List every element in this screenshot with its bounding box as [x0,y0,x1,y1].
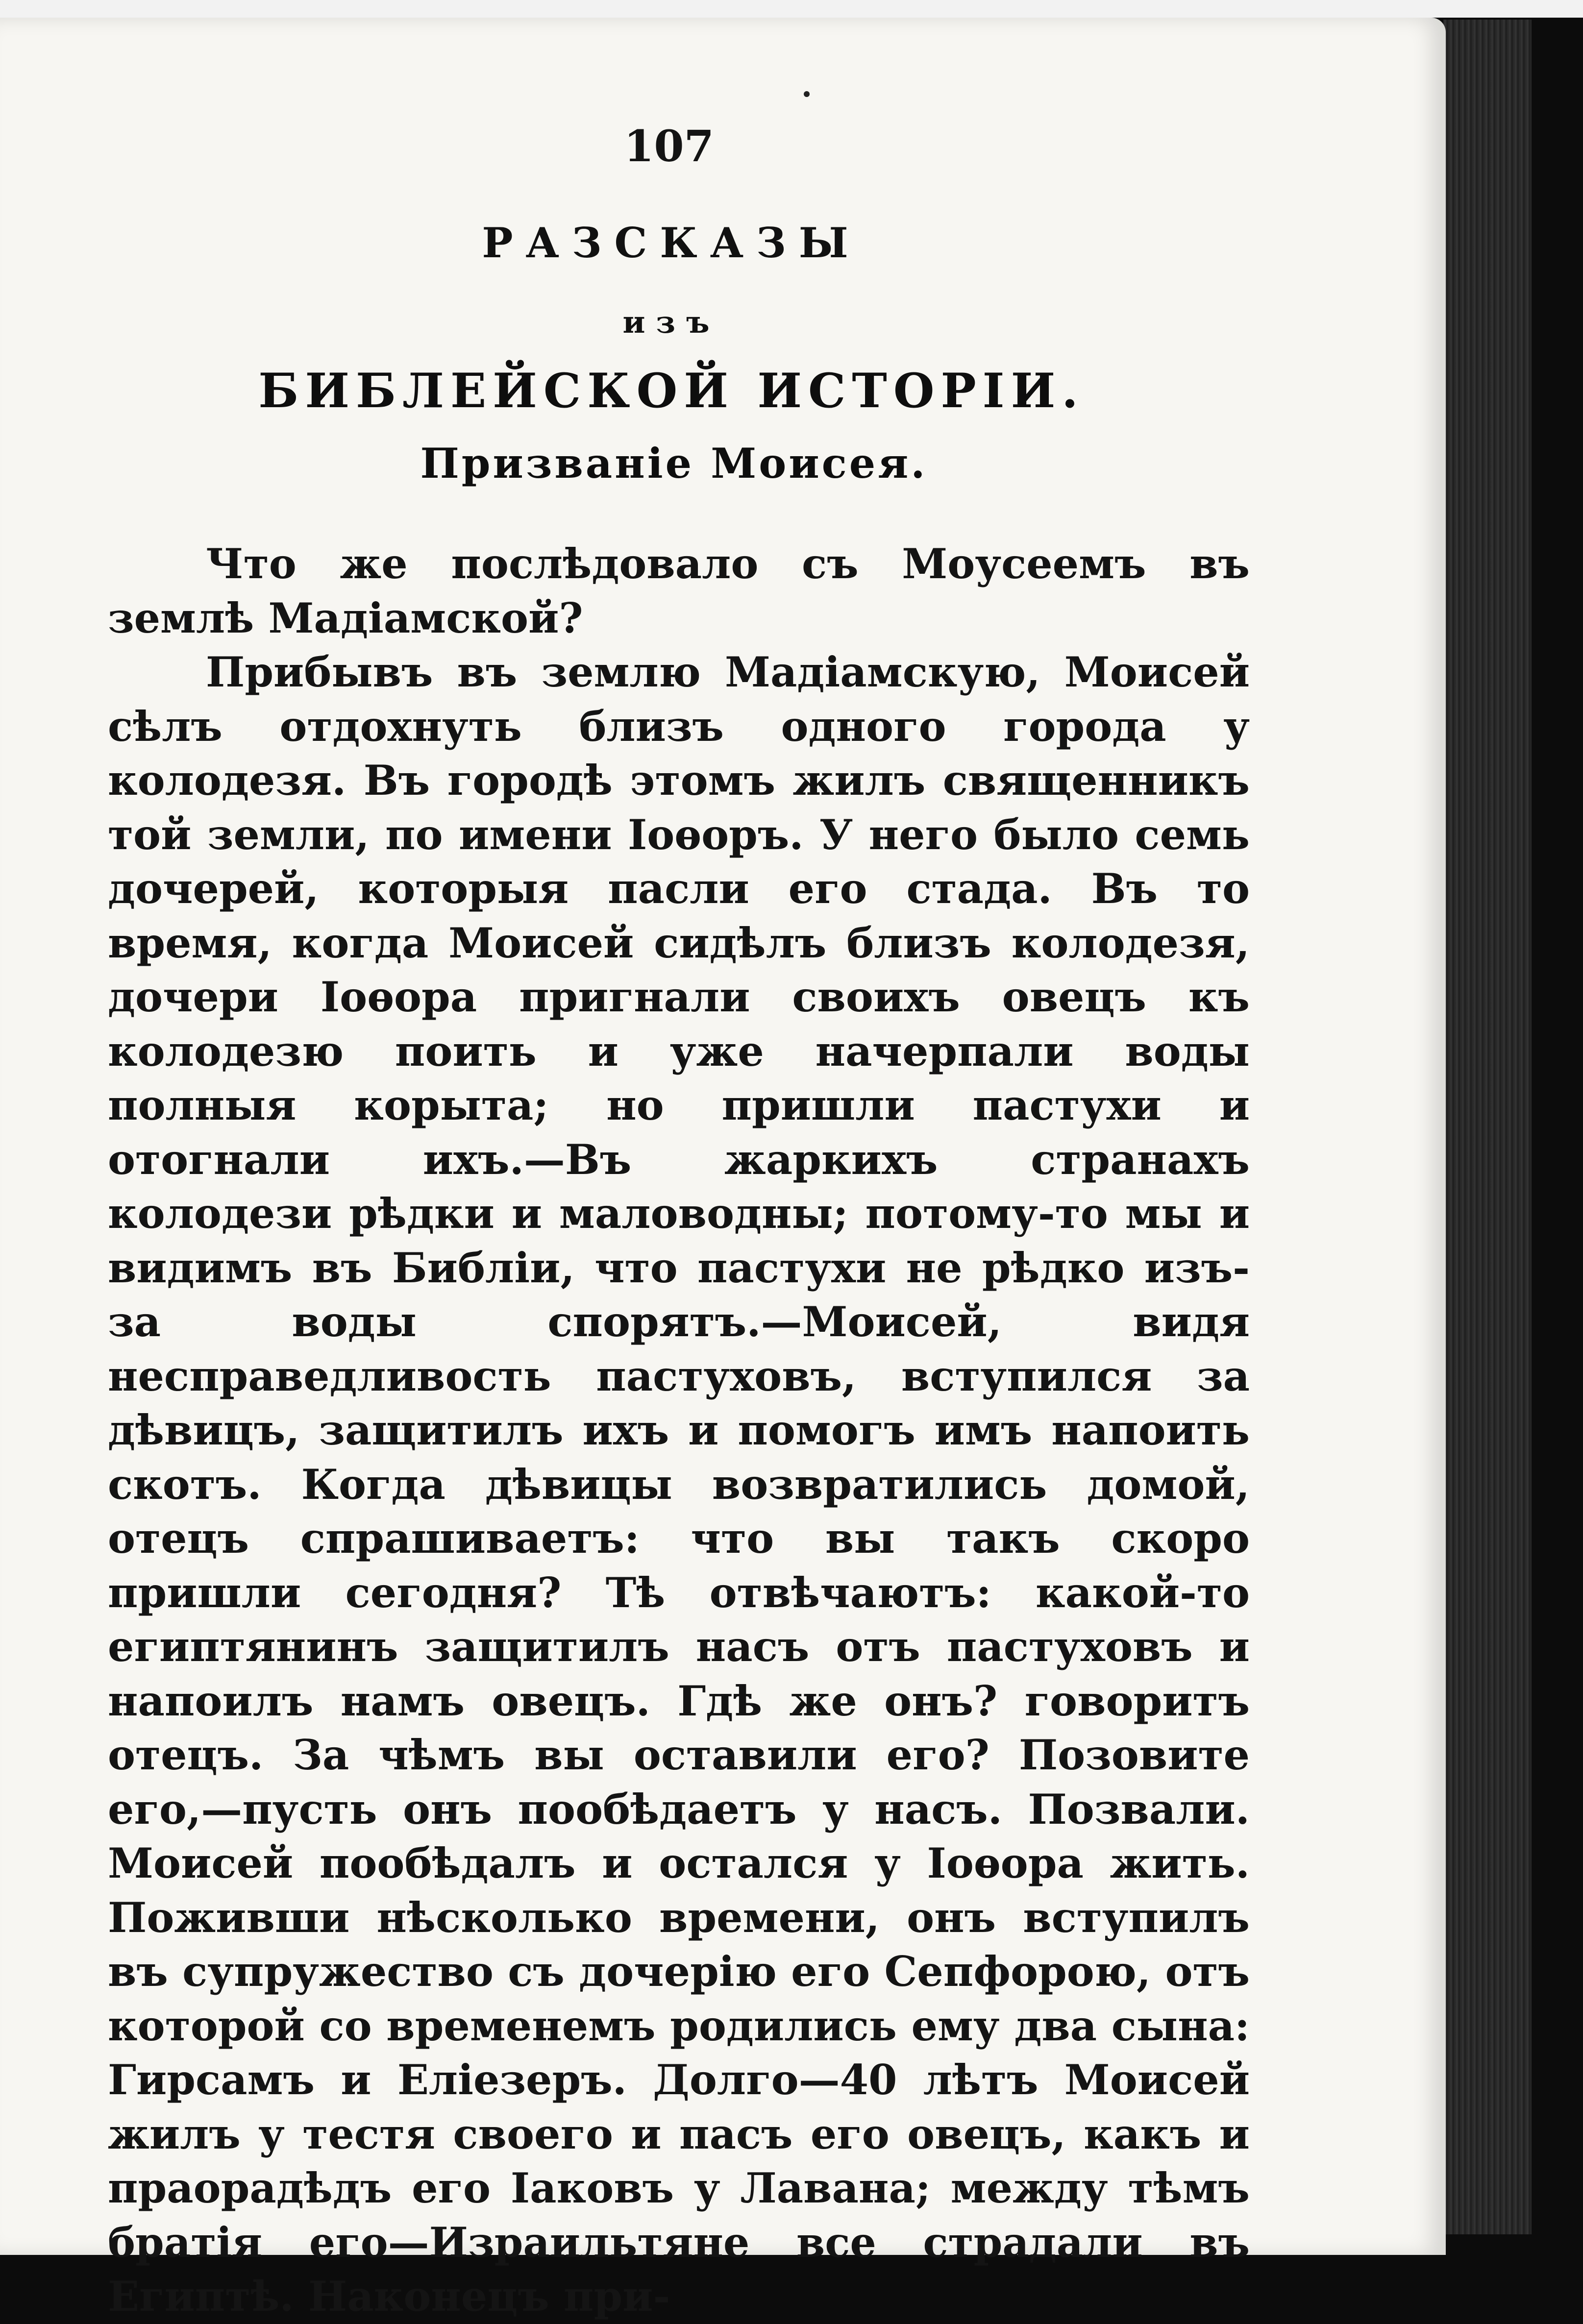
question-paragraph: Что же послѣдовало съ Моусеемъ въ землѣ Мадіамской? [108,539,1250,642]
book-page [0,18,1446,2321]
book-page-edges [1443,20,1532,2234]
body-text [108,537,1250,2324]
answer-paragraph [108,645,1250,2324]
section-heading: Призваніе Моисея. [420,439,928,488]
scan-top-strip [0,0,1583,18]
subtitle-prefix: изъ [622,304,720,340]
page-number: 107 [624,121,714,171]
page-title: РАЗСКАЗЫ [482,219,861,267]
subtitle-main: БИБЛЕЙСКОЙ ИСТОРІИ. [258,363,1085,418]
ink-speck [804,91,810,97]
answer-text: Прибывъ въ землю Мадіамскую, Моисей сѣлъ отдохнуть близъ одного города у колодезя. Въ городѣ этомъ жилъ священникъ той земли, по имени Іоѳоръ. У него было семь дочерей, которыя пасли его стада. Въ то время, когда Моисей сидѣлъ близъ колодезя, дочери Іоѳора пригнали своихъ овецъ къ колодезю поить и уже начерпали воды полныя корыта; но пришли пастухи и отогнали ихъ.—Въ жаркихъ странахъ колодези рѣдки и маловодны; потому-то мы и видимъ въ Библіи, что пастухи не рѣдко изъ-за воды спорятъ.—Моисей, видя несправедливость пастуховъ, вступился за дѣвицъ, защитилъ ихъ и помогъ имъ напоить скотъ. Когда дѣвицы возвратились домой, отецъ спрашиваетъ: что вы такъ скоро пришли сегодня? Тѣ отвѣчаютъ: какой-то египтянинъ защитилъ насъ отъ пастуховъ и напоилъ намъ овецъ. Гдѣ же онъ? говоритъ отецъ. За чѣмъ вы оставили его? Позовите его,—пусть онъ пообѣдаетъ у насъ. Позвали. Моисей пообѣдалъ и остался у Іоѳора жить. Поживши нѣсколько времени, онъ вступилъ въ супружество съ дочерію его Сепфорою, отъ которой со временемъ родились ему два сына: Гирсамъ и Еліезеръ. Долго—40 лѣтъ Моисей жилъ у тестя своего и пасъ его овецъ, какъ и праорадѣдъ его Іаковъ у Лавана; между тѣмъ братія его—Израильтяне все страдали въ Египтѣ. Наконецъ при- [108,648,1250,2321]
